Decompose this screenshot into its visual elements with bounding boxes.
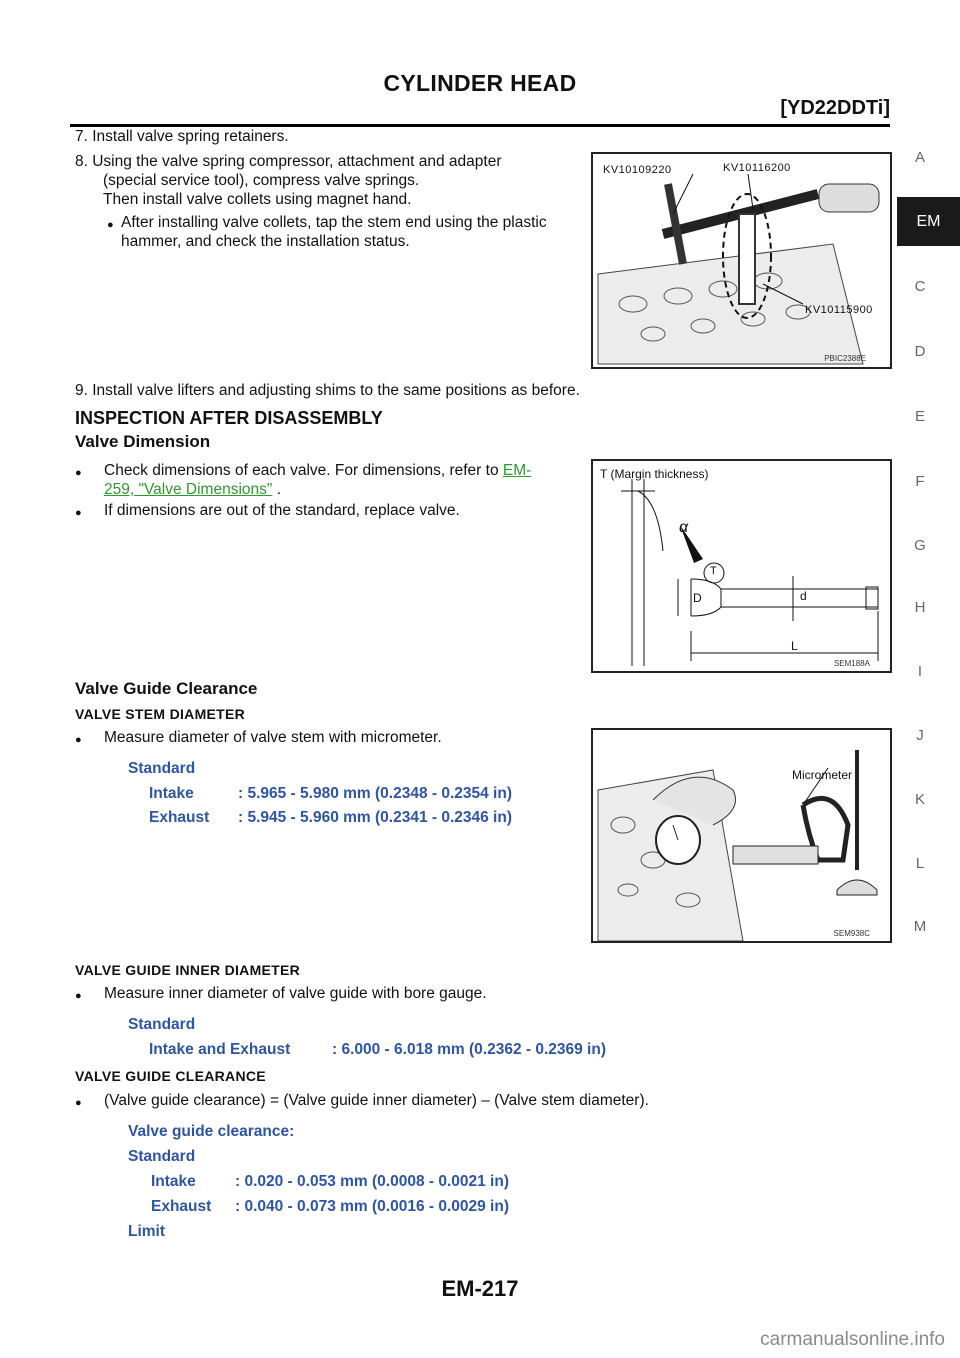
- step-8-line1: 8. Using the valve spring compressor, attachment and adapter: [75, 153, 502, 170]
- valve-dimension-bullet-1: [75, 461, 575, 499]
- bullet-icon: ●: [75, 1097, 82, 1109]
- stem-exhaust-label: Exhaust: [149, 809, 210, 826]
- clearance-exhaust-value: : 0.040 - 0.073 mm (0.0016 - 0.0029 in): [235, 1198, 509, 1215]
- clearance-intake-label: Intake: [151, 1173, 196, 1190]
- section-tab-d[interactable]: D: [914, 343, 926, 360]
- section-tab-m[interactable]: M: [913, 918, 927, 935]
- page-title: CYLINDER HEAD: [383, 70, 577, 96]
- figure-code: SEM188A: [833, 659, 870, 668]
- step-9: 9. Install valve lifters and adjusting shims to the same positions as before.: [75, 382, 580, 399]
- clearance-bullet-text: (Valve guide clearance) = (Valve guide inner diameter) – (Valve stem diameter).: [104, 1092, 649, 1109]
- heading-valve-stem-diameter: VALVE STEM DIAMETER: [75, 706, 246, 722]
- bullet-icon: ●: [75, 734, 82, 746]
- section-tab-i[interactable]: I: [917, 663, 923, 680]
- step-8-bullet: [107, 213, 587, 251]
- heading-valve-guide-clearance: Valve Guide Clearance: [75, 679, 258, 698]
- spring-compressor-illustration: [593, 154, 890, 367]
- stem-bullet: [75, 728, 442, 747]
- clearance-exhaust-label: Exhaust: [151, 1198, 212, 1215]
- figure-code: PBIC2388E: [824, 354, 866, 363]
- stem-intake-label: Intake: [149, 785, 194, 802]
- bullet-icon: ●: [75, 467, 82, 479]
- margin-thickness-label: T (Margin thickness): [600, 467, 709, 481]
- valve-dimension-replace-text: If dimensions are out of the standard, replace valve.: [104, 502, 460, 519]
- label-D: D: [693, 591, 702, 605]
- step-8-line2: (special service tool), compress valve springs.: [103, 172, 420, 189]
- figure-code: SEM938C: [833, 929, 870, 938]
- clearance-bullet: [75, 1091, 649, 1110]
- label-d: d: [800, 589, 807, 603]
- stem-standard-label: Standard: [128, 760, 196, 777]
- section-tab-f[interactable]: F: [915, 473, 925, 490]
- engine-code: [YD22DDTi]: [780, 97, 890, 119]
- section-tab-a[interactable]: A: [914, 149, 925, 166]
- heading-valve-guide-clearance-caps: VALVE GUIDE CLEARANCE: [75, 1068, 266, 1084]
- section-tab-e[interactable]: E: [914, 408, 925, 425]
- label-T: T: [710, 565, 717, 577]
- section-tab-h[interactable]: H: [914, 599, 926, 616]
- valve-dimension-suffix: .: [272, 481, 282, 498]
- tool-label-kv10115900: KV10115900: [805, 304, 873, 316]
- inner-value: : 6.000 - 6.018 mm (0.2362 - 0.2369 in): [332, 1041, 606, 1058]
- step-8-bullet-line2: hammer, and check the installation status.: [121, 233, 410, 250]
- bullet-icon: ●: [107, 219, 114, 231]
- figure-spring-compressor: [591, 152, 892, 369]
- inner-standard-label: Standard: [128, 1016, 196, 1033]
- heading-valve-dimension: Valve Dimension: [75, 432, 211, 451]
- valve-dimension-diagram: [593, 461, 890, 671]
- valve-dimension-text: Check dimensions of each valve. For dimensions, refer to: [104, 462, 503, 479]
- stem-bullet-text: Measure diameter of valve stem with micrometer.: [104, 729, 442, 746]
- section-heading-inspection: INSPECTION AFTER DISASSEMBLY: [75, 408, 383, 428]
- figure-micrometer: [591, 728, 892, 943]
- watermark: carmanualsonline.info: [760, 1329, 945, 1350]
- step-7: 7. Install valve spring retainers.: [75, 128, 289, 145]
- heading-valve-guide-inner-diameter: VALVE GUIDE INNER DIAMETER: [75, 962, 301, 978]
- micrometer-label: Micrometer: [792, 768, 853, 782]
- angle-alpha-label: α: [679, 519, 689, 536]
- inner-bullet-text: Measure inner diameter of valve guide with bore gauge.: [104, 985, 487, 1002]
- label-L: L: [791, 639, 798, 653]
- valve-dimension-bullet-2: [75, 501, 460, 520]
- stem-intake-value: : 5.965 - 5.980 mm (0.2348 - 0.2354 in): [238, 785, 512, 802]
- stem-exhaust-value: : 5.945 - 5.960 mm (0.2341 - 0.2346 in): [238, 809, 512, 826]
- section-tab-c[interactable]: C: [914, 278, 926, 295]
- section-tab-g[interactable]: G: [914, 537, 926, 554]
- tool-label-kv10109220: KV10109220: [603, 164, 672, 176]
- section-tab-k[interactable]: K: [914, 791, 925, 808]
- link-valve-dimensions[interactable]: 259, "Valve Dimensions": [104, 481, 273, 498]
- micrometer-illustration: [593, 730, 890, 941]
- clearance-standard-label: Standard: [128, 1148, 196, 1165]
- link-em-259[interactable]: EM-: [502, 462, 532, 479]
- step-8-line3: Then install valve collets using magnet hand.: [103, 191, 412, 208]
- step-8-bullet-line1: After installing valve collets, tap the stem end using the plastic: [121, 214, 547, 231]
- clearance-title: Valve guide clearance:: [128, 1123, 295, 1140]
- clearance-intake-value: : 0.020 - 0.053 mm (0.0008 - 0.0021 in): [235, 1173, 509, 1190]
- inner-intake-exhaust-label: Intake and Exhaust: [149, 1041, 291, 1058]
- tool-label-kv10116200: KV10116200: [723, 162, 791, 174]
- section-tab-j[interactable]: J: [916, 727, 924, 744]
- page-number: EM-217: [441, 1276, 519, 1301]
- bullet-icon: ●: [75, 507, 82, 519]
- section-tab-em-active[interactable]: EM: [897, 197, 960, 246]
- section-tab-l[interactable]: L: [915, 855, 925, 872]
- inner-bullet: [75, 984, 487, 1003]
- bullet-icon: ●: [75, 990, 82, 1002]
- clearance-limit-label: Limit: [128, 1223, 166, 1240]
- figure-valve-dimension: [591, 459, 892, 673]
